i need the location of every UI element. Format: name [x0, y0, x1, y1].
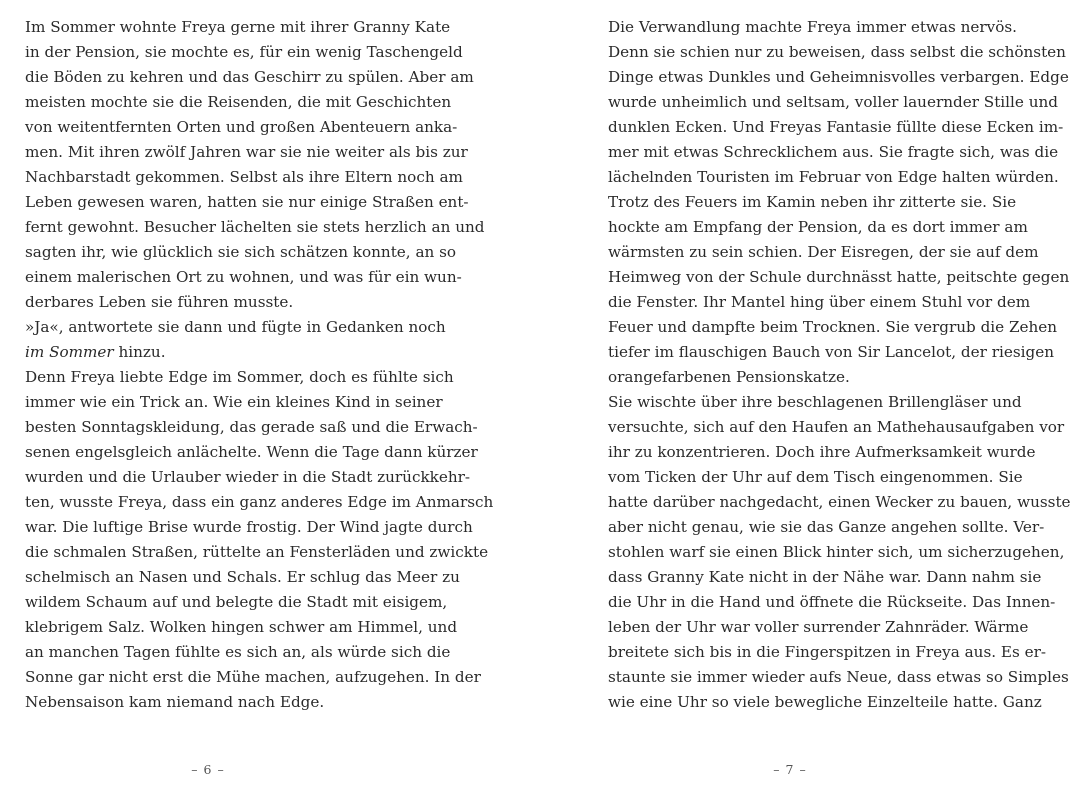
text-line: men. Mit ihren zwölf Jahren war sie nie weiter als bis zur: [25, 143, 468, 161]
text-line: Sie wischte über ihre beschlagenen Brillengläser und: [608, 393, 1022, 411]
text-line: wurden und die Urlauber wieder in die Stadt zurückkehr-: [25, 468, 471, 486]
italic-phrase: im Sommer: [25, 343, 114, 361]
text-line: sagten ihr, wie glücklich sie sich schätzen konnte, an so: [25, 243, 457, 261]
right-page: [586, 15, 1071, 715]
text-line: an manchen Tagen fühlte es sich an, als würde sich die: [25, 643, 451, 661]
text-line: klebrigem Salz. Wolken hingen schwer am Himmel, und: [25, 618, 458, 636]
text-line: die schmalen Straßen, rüttelte an Fensterläden und zwickte: [25, 543, 489, 561]
text-line: Denn sie schien nur zu beweisen, dass selbst die schönsten: [608, 43, 1066, 61]
text-line: mer mit etwas Schrecklichem aus. Sie fragte sich, was die: [608, 143, 1059, 161]
text-line: Denn Freya liebte Edge im Sommer, doch es fühlte sich: [25, 368, 454, 386]
left-page: [3, 15, 494, 715]
page-number-right: – 7 –: [773, 762, 807, 777]
text-line: Trotz des Feuers im Kamin neben ihr zitterte sie. Sie: [608, 193, 1017, 211]
text-line: aber nicht genau, wie sie das Ganze angehen sollte. Ver-: [608, 518, 1045, 536]
text-line: Feuer und dampfte beim Trocknen. Sie vergrub die Zehen: [608, 318, 1058, 336]
text-line: lächelnden Touristen im Februar von Edge halten würden.: [608, 168, 1059, 186]
text-line: tiefer im flauschigen Bauch von Sir Lancelot, der riesigen: [608, 343, 1054, 361]
text-line: fernt gewohnt. Besucher lächelten sie stets herzlich an und: [25, 218, 485, 236]
text-line: staunte sie immer wieder aufs Neue, dass etwas so Simples: [608, 668, 1069, 686]
text-line: wärmsten zu sein schien. Der Eisregen, der sie auf dem: [608, 243, 1039, 261]
text-line: einem malerischen Ort zu wohnen, und was für ein wun-: [25, 268, 462, 286]
text-line: Im Sommer wohnte Freya gerne mit ihrer Granny Kate: [25, 18, 451, 36]
text-line: immer wie ein Trick an. Wie ein kleines Kind in seiner: [25, 393, 443, 411]
text-line: schelmisch an Nasen und Schals. Er schlug das Meer zu: [25, 568, 460, 586]
paragraph-3: [586, 390, 1071, 715]
paragraph-1: [3, 15, 485, 315]
text-line: Dinge etwas Dunkles und Geheimnisvolles verbargen. Edge: [608, 68, 1069, 86]
paragraph-1: [586, 15, 1069, 190]
paragraph-2: [3, 315, 446, 365]
text-line: besten Sonntagskleidung, das gerade saß und die Erwach-: [25, 418, 478, 436]
text-line: »Ja«, antwortete sie dann und fügte in Gedanken noch: [25, 318, 446, 336]
text-line: wildem Schaum auf und belegte die Stadt mit eisigem,: [25, 593, 448, 611]
text-line: dunklen Ecken. Und Freyas Fantasie füllte diese Ecken im-: [608, 118, 1064, 136]
text-fragment: hinzu.: [113, 343, 166, 361]
text-line: dass Granny Kate nicht in der Nähe war. Dann nahm sie: [608, 568, 1042, 586]
text-line: Die Verwandlung machte Freya immer etwas nervös.: [608, 18, 1017, 36]
text-line: die Böden zu kehren und das Geschirr zu spülen. Aber am: [25, 68, 474, 86]
paragraph-2: [586, 190, 1070, 390]
text-line: leben der Uhr war voller surrender Zahnräder. Wärme: [608, 618, 1029, 636]
text-line: vom Ticken der Uhr auf dem Tisch eingenommen. Sie: [608, 468, 1023, 486]
text-line: hockte am Empfang der Pension, da es dort immer am: [608, 218, 1028, 236]
text-line: Leben gewesen waren, hatten sie nur einige Straßen ent-: [25, 193, 469, 211]
paragraph-3: [3, 365, 494, 715]
text-line: stohlen warf sie einen Blick hinter sich, um sicherzugehen,: [608, 543, 1065, 561]
text-line: Sonne gar nicht erst die Mühe machen, aufzugehen. In der: [25, 668, 481, 686]
text-line: die Fenster. Ihr Mantel hing über einem Stuhl vor dem: [608, 293, 1031, 311]
text-line: Nebensaison kam niemand nach Edge.: [25, 693, 325, 711]
text-line: Heimweg von der Schule durchnässt hatte, peitschte gegen: [608, 268, 1070, 286]
text-line: [3, 340, 413, 365]
text-line: derbares Leben sie führen musste.: [25, 293, 294, 311]
text-line: wurde unheimlich und seltsam, voller lauernder Stille und: [608, 93, 1058, 111]
text-line: senen engelsgleich anlächelte. Wenn die Tage dann kürzer: [25, 443, 478, 461]
text-line: orangefarbenen Pensionskatze.: [608, 368, 850, 386]
page-number-left: – 6 –: [191, 762, 225, 777]
text-line: von weitentfernten Orten und großen Abenteuern anka-: [25, 118, 458, 136]
text-line: meisten mochte sie die Reisenden, die mit Geschichten: [25, 93, 452, 111]
text-line: wie eine Uhr so viele bewegliche Einzelteile hatte. Ganz: [608, 693, 1042, 711]
text-line: hatte darüber nachgedacht, einen Wecker zu bauen, wusste: [608, 493, 1071, 511]
text-line: die Uhr in die Hand und öffnete die Rückseite. Das Innen-: [608, 593, 1056, 611]
text-line: ihr zu konzentrieren. Doch ihre Aufmerksamkeit wurde: [608, 443, 1036, 461]
text-line: war. Die luftige Brise wurde frostig. Der Wind jagte durch: [25, 518, 473, 536]
text-line: ten, wusste Freya, dass ein ganz anderes Edge im Anmarsch: [25, 493, 494, 511]
text-line: in der Pension, sie mochte es, für ein wenig Taschengeld: [25, 43, 463, 61]
text-line: versuchte, sich auf den Haufen an Mathehausaufgaben vor: [608, 418, 1065, 436]
text-line: Nachbarstadt gekommen. Selbst als ihre Eltern noch am: [25, 168, 463, 186]
text-line: breitete sich bis in die Fingerspitzen in Freya aus. Es er-: [608, 643, 1046, 661]
